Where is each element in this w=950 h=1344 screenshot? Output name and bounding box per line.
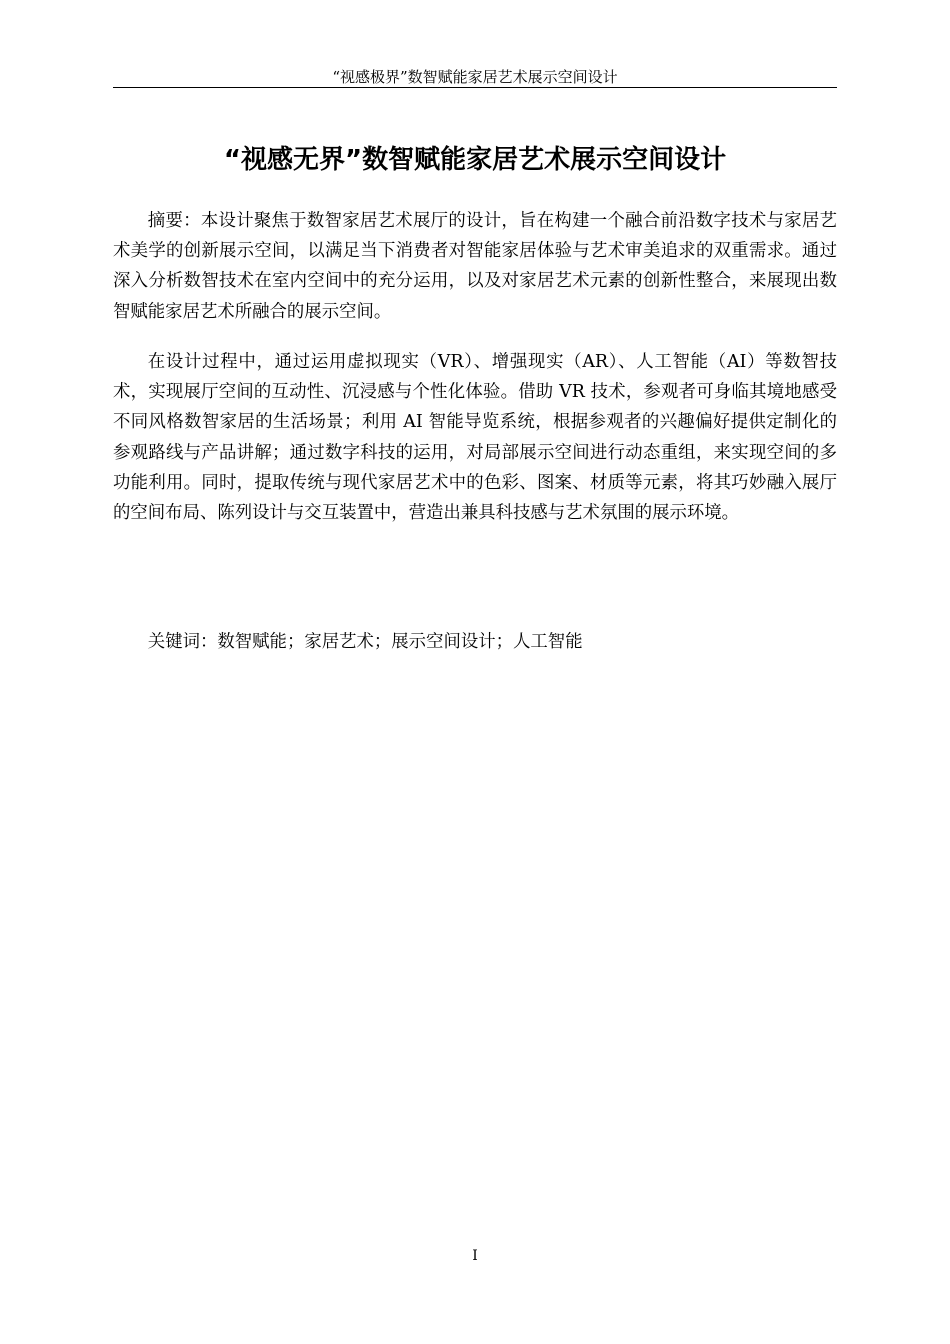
page-number: I — [472, 1248, 478, 1264]
abstract-text-1: 本设计聚焦于数智家居艺术展厅的设计，旨在构建一个融合前沿数字技术与家居艺术美学的创新展示空间，以满足当下消费者对智能家居体验与艺术审美追求的双重需求。通过深入分析数智技术在室内空间中的充分运用，以及对家居艺术元素的创新性整合，来展现出数智赋能家居艺术所融合的展示空间。 — [113, 211, 837, 322]
document-title: “视感无界”数智赋能家居艺术展示空间设计 — [223, 145, 727, 175]
abstract-label: 摘要： — [147, 211, 201, 231]
abstract-paragraph-2: 在设计过程中，通过运用虚拟现实（VR）、增强现实（AR）、人工智能（AI）等数智技术，实现展厅空间的互动性、沉浸感与个性化体验。借助 VR 技术，参观者可身临其境地感受不同风格数智家居的生活场景；利用 AI 智能导览系统，根据参观者的兴趣偏好提供定制化的参观路线与产品讲解；通过数字科技的运用，对局部展示空间进行动态重组，来实现空间的多功能利用。同时，提取传统与现代家居艺术中的色彩、图案、材质等元素，将其巧妙融入展厅的空间布局、陈列设计与交互装置中，营造出兼具科技感与艺术氛围的展示环境。 — [113, 352, 837, 524]
keywords-value: 数智赋能；家居艺术；展示空间设计；人工智能 — [217, 632, 583, 652]
header-rule — [113, 87, 837, 88]
keywords-line — [113, 627, 837, 657]
running-header: “视感极界”数智赋能家居艺术展示空间设计 — [332, 68, 618, 86]
abstract-paragraph-1 — [113, 206, 837, 327]
keywords-label: 关键词： — [147, 632, 218, 652]
